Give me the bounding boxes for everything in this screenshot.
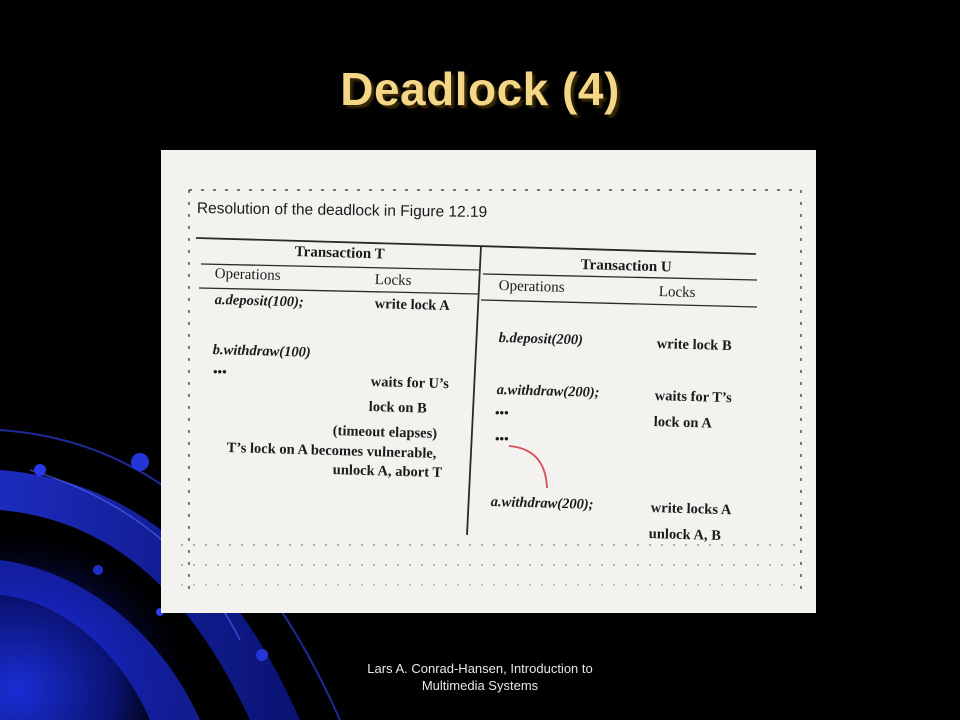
figure-caption: Resolution of the deadlock in Figure 12.19 bbox=[196, 200, 488, 222]
transaction-t-op-1: a.deposit(100); bbox=[214, 292, 304, 311]
transaction-u-operations-header: Operations bbox=[498, 278, 565, 296]
transaction-u-lock-4: unlock A, B bbox=[648, 526, 722, 545]
transaction-u-header: Transaction U bbox=[580, 257, 672, 276]
transaction-u-op-2: a.withdraw(200); bbox=[496, 382, 600, 401]
transaction-t-lock-2a: waits for U’s bbox=[370, 374, 450, 393]
footer-line-1: Lars A. Conrad-Hansen, Introduction to bbox=[367, 661, 593, 676]
transaction-t-note-3: unlock A, abort T bbox=[332, 462, 443, 482]
transaction-t-note-1: (timeout elapses) bbox=[332, 423, 438, 442]
footer-line-2: Multimedia Systems bbox=[421, 678, 539, 693]
transaction-u-lock-1: write lock B bbox=[656, 336, 732, 355]
slide-title: Deadlock (4) bbox=[340, 63, 620, 115]
transaction-t-operations-header: Operations bbox=[214, 266, 281, 284]
transaction-u-locks-header: Locks bbox=[658, 284, 696, 302]
transaction-t-locks-header: Locks bbox=[374, 272, 412, 290]
transaction-t-ellipsis: ••• bbox=[213, 364, 227, 379]
transaction-t-lock-1: write lock A bbox=[374, 296, 450, 315]
transaction-u-ellipsis-1: ••• bbox=[495, 405, 509, 420]
transaction-t-op-2: b.withdraw(100) bbox=[212, 342, 311, 361]
transaction-u-lock-2b: lock on A bbox=[653, 414, 712, 432]
transaction-u-op-3: a.withdraw(200); bbox=[490, 494, 594, 513]
scanned-figure bbox=[161, 150, 816, 613]
transaction-u-lock-3: write locks A bbox=[650, 500, 732, 519]
slide-footer bbox=[330, 660, 630, 694]
transaction-t-note-2: T’s lock on A becomes vulnerable, bbox=[226, 440, 437, 462]
transaction-u-ellipsis-2: ••• bbox=[495, 431, 509, 446]
transaction-u-lock-2a: waits for T’s bbox=[654, 388, 733, 407]
transaction-t-lock-2b: lock on B bbox=[368, 399, 427, 417]
transaction-u-op-1: b.deposit(200) bbox=[498, 330, 584, 349]
transaction-t-header: Transaction T bbox=[294, 244, 385, 263]
